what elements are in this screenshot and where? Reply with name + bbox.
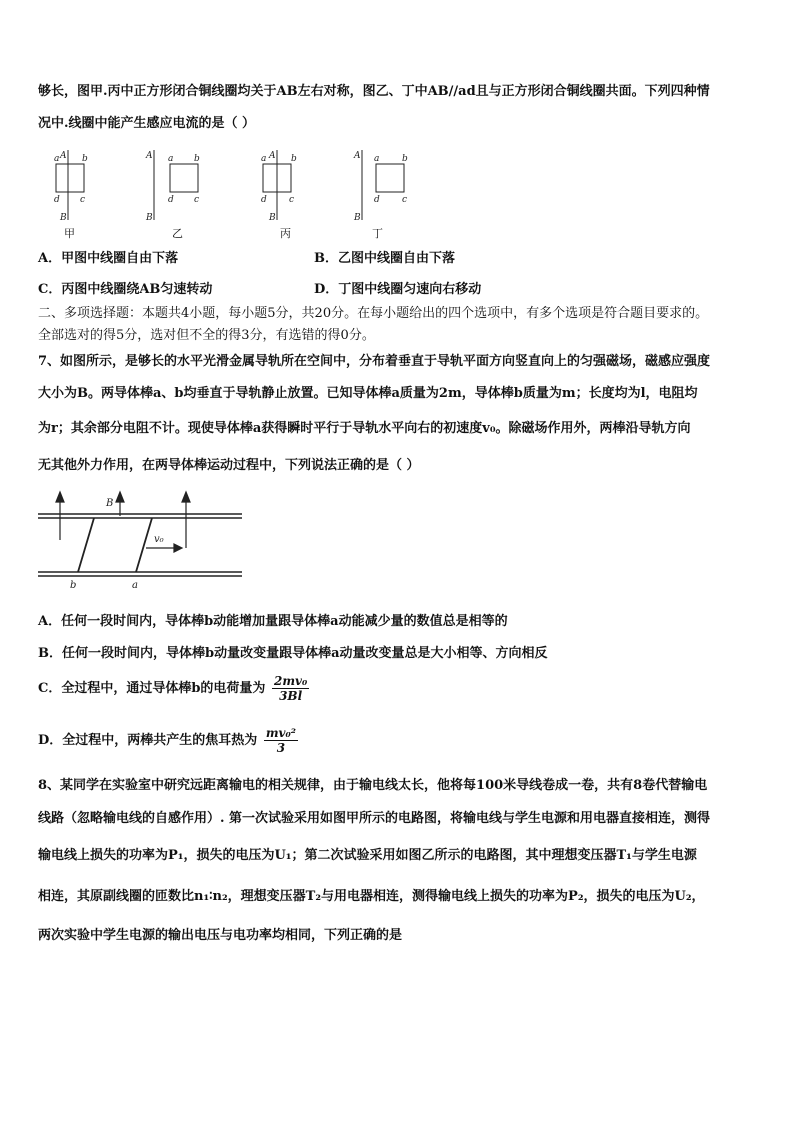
q7-option-c-text: C．全过程中，通过导体棒b的电荷量为 (38, 681, 266, 696)
q8-stem-line-1: 8、某同学在实验室中研究远距离输电的相关规律，由于输电线太长，他将每100米导线卷成一卷，共有8卷代替输电 (38, 778, 708, 793)
q7-option-c (38, 674, 309, 703)
svg-text:b: b (82, 154, 88, 164)
svg-text:a: a (54, 154, 60, 164)
svg-text:b: b (194, 154, 200, 164)
q6-stem-line-2: 况中.线圈中能产生感应电流的是（ ） (38, 116, 256, 131)
svg-text:B: B (146, 213, 153, 223)
fig-label-bing: 丙 (280, 227, 291, 240)
q6-figures (44, 144, 424, 242)
section2-line-1: 二、多项选择题：本题共4小题，每小题5分，共20分。在每小题给出的四个选项中，有多个选项是符合题目要求的。 (38, 306, 709, 321)
svg-text:d: d (54, 195, 60, 205)
svg-text:B: B (269, 213, 276, 223)
q8-stem-line-2: 线路（忽略输电线的自感作用）. 第一次试验采用如图甲所示的电路图，将输电线与学生电源和用电器直接相连，测得 (38, 811, 711, 826)
q7-fig-label-b: b (70, 580, 77, 591)
q8-stem-line-3: 输电线上损失的功率为P₁，损失的电压为U₁；第二次试验采用如图乙所示的电路图，其中理想变压器T₁与学生电源 (38, 848, 697, 863)
q7-rail-figure (36, 488, 250, 592)
svg-text:A: A (60, 151, 67, 161)
svg-text:c: c (80, 195, 86, 205)
fig-label-jia: 甲 (64, 227, 75, 240)
q7-option-d-denominator: 3 (276, 741, 286, 755)
q7-option-c-denominator: 3Bl (279, 689, 303, 703)
q7-fig-label-a: a (132, 580, 138, 591)
svg-text:c: c (402, 195, 408, 205)
q7-option-d-text: D．全过程中，两棒共产生的焦耳热为 (38, 733, 258, 748)
q8-stem-line-4: 相连，其原副线圈的匝数比n₁∶n₂，理想变压器T₂与用电器相连，测得输电线上损失的功率为P₂，损失的电压为U₂， (38, 889, 705, 904)
svg-text:c: c (289, 195, 295, 205)
q7-option-b: B．任何一段时间内，导体棒b动量改变量跟导体棒a动量改变量总是大小相等、方向相反 (38, 646, 548, 661)
svg-text:d: d (261, 195, 267, 205)
svg-text:c: c (194, 195, 200, 205)
q7-stem-line-3: 为r；其余部分电阻不计。现使导体棒a获得瞬时平行于导轨水平向右的初速度v₀。除磁场作用外，两棒沿导轨方向 (38, 421, 691, 436)
q7-stem-line-2: 大小为B。两导体棒a、b均垂直于导轨静止放置。已知导体棒a质量为2m，导体棒b质量为m；长度均为l，电阻均 (38, 386, 698, 401)
q7-option-c-fraction (272, 674, 309, 703)
fig-label-yi: 乙 (172, 227, 183, 240)
fig-label-ding: 丁 (372, 227, 383, 240)
svg-text:A: A (146, 151, 153, 161)
svg-text:d: d (374, 195, 380, 205)
q6-option-d: D．丁图中线圈匀速向右移动 (314, 282, 482, 297)
q7-stem-line-1: 7、如图所示，是够长的水平光滑金属导轨所在空间中，分布着垂直于导轨平面方向竖直向上的匀强磁场，磁感应强度 (38, 354, 711, 369)
svg-text:a: a (168, 154, 174, 164)
q7-fig-label-B: B (106, 498, 114, 509)
section2-line-2: 全部选对的得5分，选对但不全的得3分，有选错的得0分。 (38, 328, 375, 343)
q7-option-a: A．任何一段时间内，导体棒b动能增加量跟导体棒a动能减少量的数值总是相等的 (38, 614, 508, 629)
q7-stem-line-4: 无其他外力作用，在两导体棒运动过程中，下列说法正确的是（ ） (38, 458, 420, 473)
q7-option-d-fraction (264, 726, 298, 755)
q7-option-d (38, 726, 298, 755)
svg-text:a: a (261, 154, 267, 164)
q7-option-c-numerator: 2mv₀ (273, 674, 308, 688)
svg-text:a: a (374, 154, 380, 164)
q7-option-d-numerator: mv₀² (265, 726, 296, 740)
q8-stem-line-5: 两次实验中学生电源的输出电压与电功率均相同，下列正确的是 (38, 928, 403, 943)
svg-text:A: A (354, 151, 361, 161)
svg-text:d: d (168, 195, 174, 205)
q6-option-b: B．乙图中线圈自由下落 (314, 251, 455, 266)
q6-option-a: A．甲图中线圈自由下落 (38, 251, 179, 266)
svg-text:b: b (291, 154, 297, 164)
q7-fig-label-v0: v₀ (154, 534, 164, 545)
svg-text:A: A (269, 151, 276, 161)
q6-option-c: C．丙图中线圈绕AB匀速转动 (38, 282, 213, 297)
svg-text:B: B (60, 213, 67, 223)
svg-text:B: B (354, 213, 361, 223)
svg-text:b: b (402, 154, 408, 164)
q6-stem-line-1: 够长，图甲.丙中正方形闭合铜线圈均关于AB左右对称，图乙、丁中AB//ad且与正方形闭合铜线圈共面。下列四种情 (38, 84, 710, 99)
